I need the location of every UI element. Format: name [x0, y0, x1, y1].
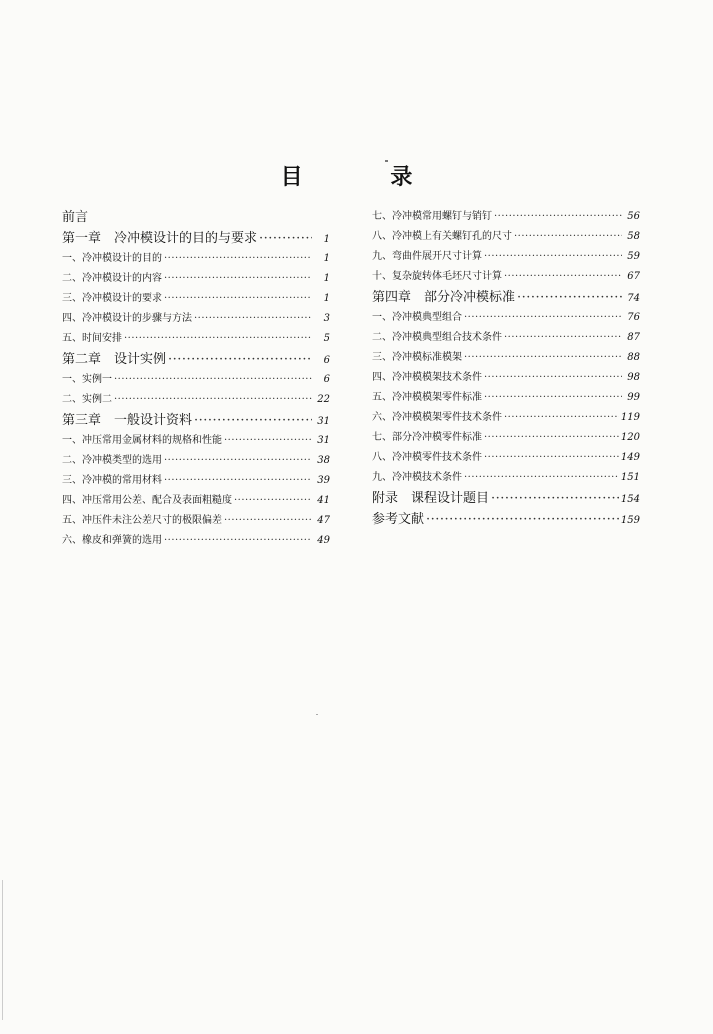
toc-entry-title: 第一章 冷冲模设计的目的与要求 [62, 231, 258, 246]
toc-entry-title: 五、时间安排 [62, 333, 122, 344]
toc-leader-dots [514, 227, 622, 247]
toc-page-number: 6 [323, 374, 330, 385]
toc-page-number: 74 [627, 293, 640, 304]
toc-leader-dots [114, 390, 312, 410]
toc-entry-title: 六、橡皮和弹簧的选用 [62, 535, 162, 546]
toc-section-entry [62, 309, 330, 329]
toc-page-number: 58 [627, 231, 640, 242]
toc-chapter-entry [372, 287, 640, 308]
toc-page-number: 88 [627, 352, 640, 363]
toc-section-entry [62, 370, 330, 390]
toc-entry-title: 二、冷冲模类型的选用 [62, 455, 162, 466]
toc-section-entry [372, 448, 640, 468]
toc-section-entry [62, 431, 330, 451]
toc-leader-dots [224, 511, 312, 531]
toc-section-entry [62, 249, 330, 269]
toc-leader-dots [504, 328, 622, 348]
toc-leader-dots [164, 249, 312, 269]
toc-chapter-entry [62, 207, 330, 228]
toc-page-number: 39 [317, 475, 330, 486]
toc-leader-dots [464, 348, 622, 368]
toc-section-entry [372, 348, 640, 368]
toc-section-entry [62, 289, 330, 309]
toc-entry-title: 六、冷冲模模架零件技术条件 [372, 412, 502, 423]
toc-page-number: 120 [620, 432, 640, 443]
toc-page-number: 22 [317, 394, 330, 405]
toc-section-entry [372, 368, 640, 388]
toc-section-entry [372, 408, 640, 428]
toc-leader-dots [194, 309, 312, 329]
page-title: 目 录 [280, 165, 453, 190]
toc-leader-dots [464, 308, 622, 328]
toc-section-entry [372, 227, 640, 247]
toc-entry-title: 二、冷冲模典型组合技术条件 [372, 332, 502, 343]
toc-entry-title: 九、冷冲模技术条件 [372, 472, 462, 483]
toc-leader-dots [114, 370, 312, 390]
toc-entry-title: 一、冲压常用金属材料的规格和性能 [62, 435, 222, 446]
toc-page-number: 67 [627, 271, 640, 282]
toc-entry-title: 参考文献 [372, 512, 425, 527]
toc-leader-dots [426, 509, 619, 530]
toc-section-entry [372, 207, 640, 227]
scan-edge-line [2, 880, 3, 1020]
toc-section-entry [62, 451, 330, 471]
toc-leader-dots [194, 410, 312, 431]
toc-page-number: 119 [620, 412, 640, 423]
toc-entry-title: 三、冷冲模标准模架 [372, 352, 462, 363]
toc-entry-title: 四、冷冲模设计的步骤与方法 [62, 313, 192, 324]
toc-section-entry [372, 468, 640, 488]
toc-entry-title: 七、冷冲模常用螺钉与销钉 [372, 211, 492, 222]
toc-leader-dots [259, 228, 312, 249]
toc-page-number: 149 [620, 452, 640, 463]
toc-entry-title: 一、冷冲模设计的目的 [62, 253, 162, 264]
toc-page-number: 41 [317, 495, 330, 506]
toc-page-number: 159 [620, 515, 640, 526]
toc-entry-title: 十、复杂旋转体毛坯尺寸计算 [372, 271, 502, 282]
toc-section-entry [62, 531, 330, 551]
toc-entry-title: 附录 课程设计题目 [372, 491, 490, 506]
toc-leader-dots [504, 408, 619, 428]
toc-section-entry [62, 511, 330, 531]
toc-entry-title: 八、冷冲模上有关螺钉孔的尺寸 [372, 231, 512, 242]
toc-leader-dots [164, 289, 312, 309]
toc-page-number: 76 [627, 312, 640, 323]
toc-leader-dots [494, 207, 622, 227]
toc-entry-title: 九、弯曲件展开尺寸计算 [372, 251, 482, 262]
toc-column-left [62, 207, 330, 551]
toc-page-number: 56 [627, 211, 640, 222]
toc-leader-dots [484, 428, 619, 448]
toc-section-entry [62, 269, 330, 289]
toc-chapter-entry [62, 410, 330, 431]
toc-entry-title: 四、冷冲模模架技术条件 [372, 372, 482, 383]
toc-leader-dots [234, 491, 312, 511]
toc-leader-dots [224, 431, 312, 451]
toc-section-entry [62, 390, 330, 410]
toc-page-number: 1 [323, 253, 330, 264]
toc-page-number: 1 [323, 293, 330, 304]
scan-speck [316, 714, 318, 715]
toc-page-number: 47 [317, 515, 330, 526]
toc-section-entry [62, 329, 330, 349]
toc-page-number: 3 [323, 313, 330, 324]
toc-entry-title: 一、冷冲模典型组合 [372, 312, 462, 323]
toc-entry-title: 七、部分冷冲模零件标准 [372, 432, 482, 443]
toc-page-number: 59 [627, 251, 640, 262]
toc-page-number: 6 [323, 355, 330, 366]
toc-entry-title: 第三章 一般设计资料 [62, 413, 193, 428]
toc-leader-dots [168, 349, 312, 370]
toc-page-number: 98 [627, 372, 640, 383]
toc-entry-title: 三、冷冲模的常用材料 [62, 475, 162, 486]
toc-section-entry [372, 308, 640, 328]
toc-section-entry [372, 428, 640, 448]
toc-leader-dots [504, 267, 622, 287]
toc-leader-dots [124, 329, 312, 349]
toc-entry-title: 二、冷冲模设计的内容 [62, 273, 162, 284]
toc-section-entry [372, 267, 640, 287]
toc-leader-dots [164, 269, 312, 289]
toc-entry-title: 前言 [62, 210, 89, 225]
toc-leader-dots [491, 488, 619, 509]
toc-leader-dots [484, 368, 622, 388]
toc-page-number: 38 [317, 455, 330, 466]
toc-chapter-entry [62, 349, 330, 370]
toc-page-number: 31 [317, 435, 330, 446]
toc-entry-title: 二、实例二 [62, 394, 112, 405]
toc-leader-dots [164, 451, 312, 471]
toc-entry-title: 四、冲压常用公差、配合及表面粗糙度 [62, 495, 232, 506]
toc-chapter-entry [372, 509, 640, 530]
toc-chapter-entry [62, 228, 330, 249]
toc-entry-title: 五、冲压件未注公差尺寸的极限偏差 [62, 515, 222, 526]
toc-leader-dots [464, 468, 619, 488]
toc-page-number: 49 [317, 535, 330, 546]
toc-page-number: 154 [620, 494, 640, 505]
toc-section-entry [62, 491, 330, 511]
toc-section-entry [372, 328, 640, 348]
toc-leader-dots [517, 287, 622, 308]
toc-chapter-entry [372, 488, 640, 509]
toc-entry-title: 八、冷冲模零件技术条件 [372, 452, 482, 463]
toc-entry-title: 三、冷冲模设计的要求 [62, 293, 162, 304]
toc-page-number: 31 [317, 416, 330, 427]
toc-section-entry [372, 247, 640, 267]
toc-entry-title: 一、实例一 [62, 374, 112, 385]
toc-page-number: 5 [323, 333, 330, 344]
toc-page-number: 1 [323, 273, 330, 284]
toc-leader-dots [484, 388, 622, 408]
toc-page-number: 99 [627, 392, 640, 403]
toc-section-entry [62, 471, 330, 491]
toc-page-number: 1 [323, 234, 330, 245]
toc-page-number: 87 [627, 332, 640, 343]
toc-entry-title: 五、冷冲模模架零件标准 [372, 392, 482, 403]
toc-section-entry [372, 388, 640, 408]
toc-entry-title: 第四章 部分冷冲模标准 [372, 290, 516, 305]
toc-entry-title: 第二章 设计实例 [62, 352, 167, 367]
toc-leader-dots [164, 531, 312, 551]
toc-leader-dots [484, 448, 619, 468]
toc-page-number: 151 [620, 472, 640, 483]
toc-column-right [372, 207, 640, 530]
toc-leader-dots [484, 247, 622, 267]
toc-leader-dots [164, 471, 312, 491]
